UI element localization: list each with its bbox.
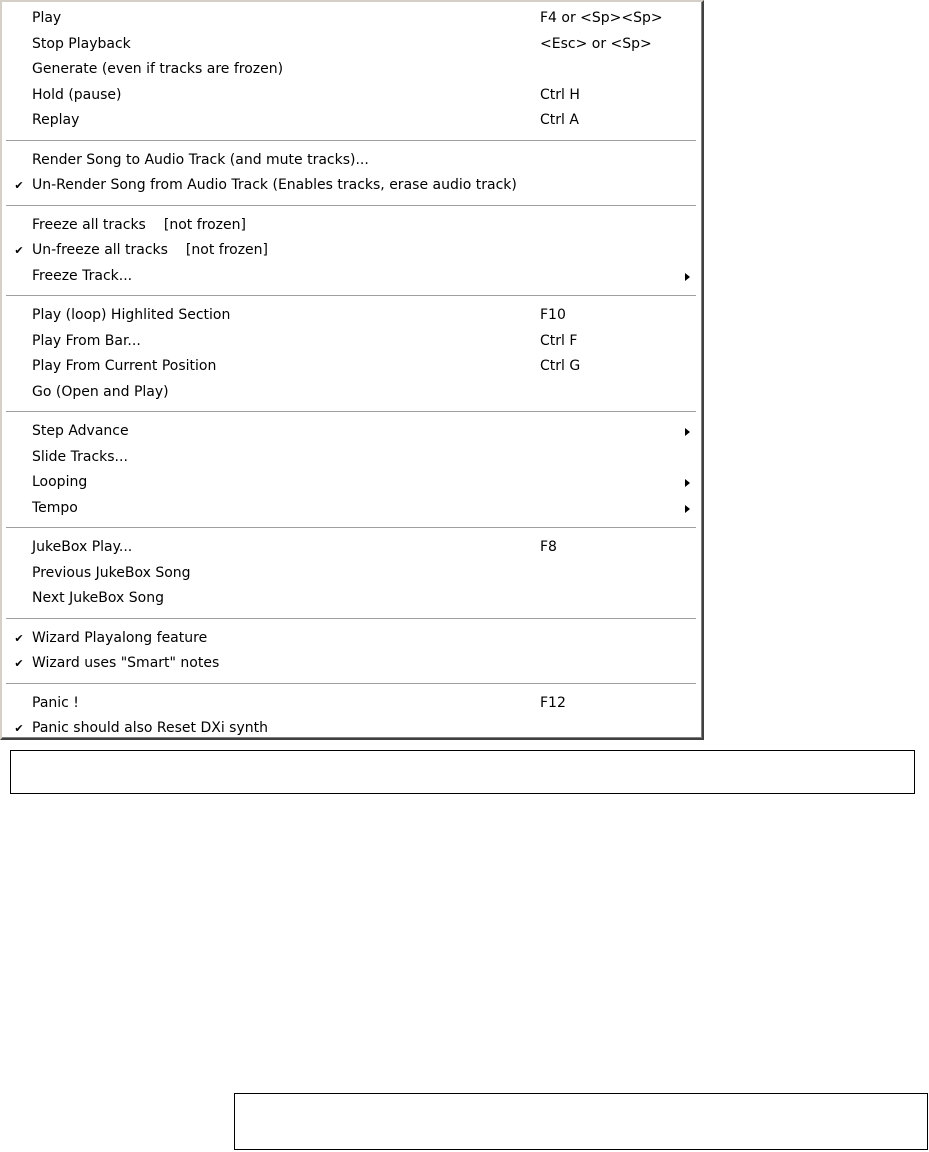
menu-item-label: Tempo [32,499,78,516]
checkmark-icon: ✔ [14,631,24,645]
menu-item-label: Panic ! [32,694,79,711]
checkmark-icon: ✔ [14,657,24,670]
menu-item-label: Play From Bar... [32,332,141,349]
menu-item-label: Freeze Track... [32,267,133,284]
menu-item-label: Un-Render Song from Audio Track (Enables tracks, erase audio track) [32,177,517,193]
menu-item-label: Stop Playback [32,35,131,52]
menu-item-tempo[interactable] [2,496,702,522]
menu-separator [6,411,696,413]
menu-item-label: Wizard Playalong feature [32,629,208,646]
menu-item-label-wrap [32,213,246,239]
menu-item-freeze-track[interactable] [2,264,702,290]
menu-item-next-jukebox-song[interactable] [2,586,702,612]
menu-item-step-advance[interactable] [2,419,702,445]
menu-item-stop-playback[interactable] [2,32,702,58]
checkmark-icon: ✔ [14,244,24,257]
menu-item-generate[interactable] [2,57,702,83]
checkmark-icon: ✔ [14,179,24,192]
menu-item-shortcut: Ctrl A [540,112,579,128]
menu-item-label: Wizard uses "Smart" notes [32,655,220,671]
menu-item-label: Freeze all tracks [32,216,146,233]
menu-item-label: Go (Open and Play) [32,383,169,400]
menu-item-panic[interactable] [2,691,702,717]
freeze-status: [not frozen] [185,242,269,258]
menu-item-unfreeze-all-tracks[interactable] [2,238,702,264]
menu-item-label: Looping [32,474,88,490]
menu-item-label: JukeBox Play... [32,539,133,555]
transport-context-menu [0,0,704,740]
menu-item-label: Next JukeBox Song [32,590,164,606]
menu-separator [6,140,696,142]
submenu-arrow-icon [685,273,690,281]
menu-item-label: Play From Current Position [32,358,217,374]
menu-item-jukebox-play[interactable] [2,535,702,561]
menu-item-label: Previous JukeBox Song [32,564,191,581]
menu-item-panic-reset-dxi[interactable] [2,716,702,742]
menu-item-label: Replay [32,112,80,128]
menu-item-play-loop-section[interactable] [2,303,702,329]
menu-item-play-from-bar[interactable] [2,329,702,355]
empty-caption-box [234,1093,928,1150]
checkmark-icon: ✔ [14,722,24,735]
submenu-arrow-icon [685,428,690,436]
submenu-arrow-icon [685,505,690,513]
menu-item-wizard-smart-notes[interactable] [2,651,702,677]
menu-item-shortcut: F12 [540,694,566,711]
menu-item-label: Step Advance [32,423,129,439]
menu-item-label: Render Song to Audio Track (and mute tracks)... [32,151,369,168]
menu-separator [6,683,696,685]
menu-item-label: Slide Tracks... [32,448,128,465]
menu-item-play-from-current-position[interactable] [2,354,702,380]
menu-item-previous-jukebox-song[interactable] [2,561,702,587]
freeze-status: [not frozen] [163,216,246,233]
menu-item-looping[interactable] [2,470,702,496]
menu-item-label-wrap [32,238,268,264]
menu-item-hold[interactable] [2,83,702,109]
menu-item-shortcut: Ctrl F [540,332,578,349]
menu-item-shortcut: <Esc> or <Sp> [540,35,652,52]
menu-item-shortcut: F8 [540,539,557,555]
menu-item-replay[interactable] [2,108,702,134]
menu-item-label: Play [32,10,62,26]
menu-item-label: Panic should also Reset DXi synth [32,720,268,736]
menu-item-wizard-playalong[interactable] [2,626,702,652]
menu-item-freeze-all-tracks[interactable] [2,213,702,239]
menu-item-shortcut: Ctrl H [540,86,580,103]
submenu-arrow-icon [685,479,690,487]
menu-item-label: Play (loop) Highlited Section [32,307,231,323]
menu-separator [6,205,696,207]
menu-item-shortcut: Ctrl G [540,358,581,374]
menu-item-un-render-song[interactable] [2,173,702,199]
menu-separator [6,527,696,529]
menu-item-label: Hold (pause) [32,86,122,103]
menu-item-label: Generate (even if tracks are frozen) [32,61,284,77]
menu-item-slide-tracks[interactable] [2,445,702,471]
menu-item-shortcut: F4 or <Sp><Sp> [540,10,663,26]
menu-item-render-song[interactable] [2,148,702,174]
menu-item-shortcut: F10 [540,307,566,323]
menu-item-play[interactable] [2,6,702,32]
menu-item-go-open-and-play[interactable] [2,380,702,406]
empty-caption-box [10,750,915,794]
menu-separator [6,618,696,620]
menu-item-label: Un-freeze all tracks [32,242,168,258]
menu-separator [6,295,696,297]
